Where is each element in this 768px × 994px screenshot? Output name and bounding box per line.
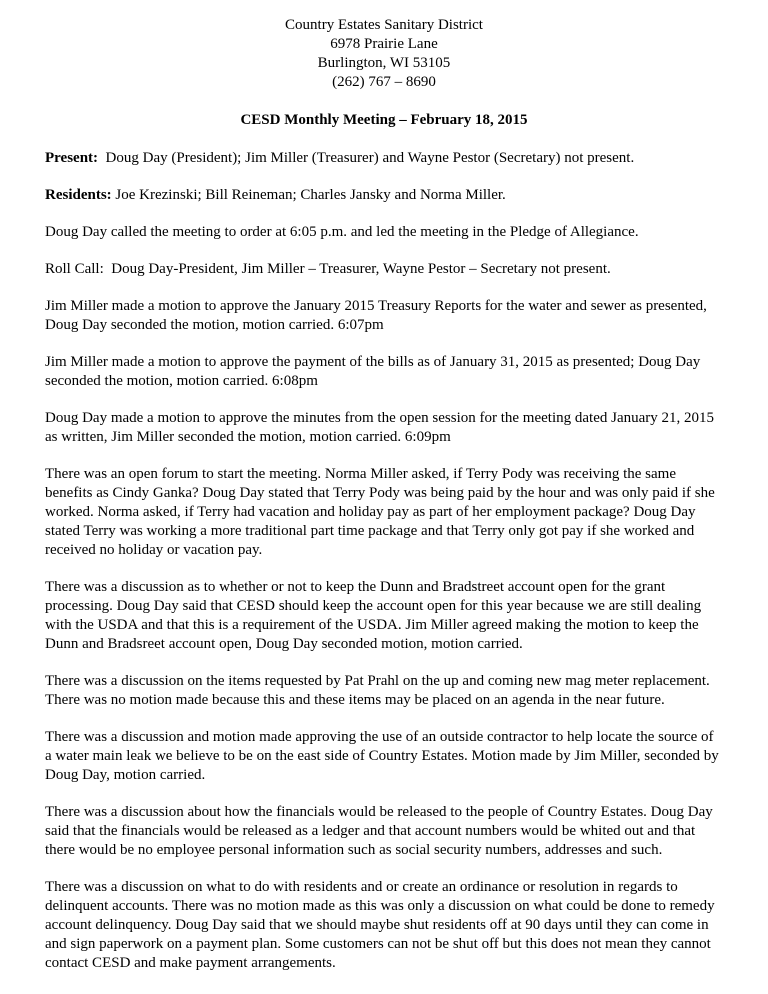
- letterhead-phone: (262) 767 – 8690: [332, 74, 436, 90]
- letterhead: [45, 16, 723, 92]
- paragraph: There was a discussion and motion made approving the use of an outside contractor to help locate the source of a water main leak we believe to be on the east side of Country Estates. Motion made by Jim Miller, seconded by Doug Day, motion carried.: [45, 729, 723, 783]
- paragraph: Jim Miller made a motion to approve the payment of the bills as of January 31, 2015 as presented; Doug Day seconded the motion, motion carried. 6:08pm: [45, 354, 705, 389]
- paragraph: Doug Day called the meeting to order at 6:05 p.m. and led the meeting in the Pledge of Allegiance.: [45, 224, 639, 240]
- paragraph: Jim Miller made a motion to approve the January 2015 Treasury Reports for the water and sewer as presented, Doug Day seconded the motion, motion carried. 6:07pm: [45, 298, 711, 333]
- paragraph: Doug Day made a motion to approve the minutes from the open session for the meeting dated January 21, 2015 as written, Jim Miller seconded the motion, motion carried. 6:09pm: [45, 410, 718, 445]
- paragraph: There was a discussion on the items requested by Pat Prahl on the up and coming new mag meter replacement. There was no motion made because this and these items may be placed on an agenda in the near future.: [45, 673, 714, 708]
- letterhead-street: 6978 Prairie Lane: [330, 36, 438, 52]
- paragraph: There was a discussion on what to do with residents and or create an ordinance or resolution in regards to delinquent accounts. There was no motion made as this was only a discussion on what could be done to remedy account delinquency. Doug Day said that we should maybe shut residents off at 90 days until they can come in and sign paperwork on a payment plan. Some customers can not be shut off but this does not mean they cannot contact CESD and make payment arrangements.: [45, 879, 719, 971]
- letterhead-org-name: Country Estates Sanitary District: [285, 17, 483, 33]
- meeting-title: CESD Monthly Meeting – February 18, 2015: [240, 112, 528, 128]
- paragraph: There was an open forum to start the meeting. Norma Miller asked, if Terry Pody was receiving the same benefits as Cindy Ganka? Doug Day stated that Terry Pody was being paid by the hour and was only paid if she worked. Norma asked, if Terry had vacation and holiday pay as part of her employment package? Doug Day stated Terry was working a more traditional part time package and that Terry only got pay if she worked and received no holiday or vacation pay.: [45, 466, 719, 558]
- paragraph-label: Present:: [45, 150, 99, 166]
- paragraph: There was a discussion about how the financials would be released to the people of Country Estates. Doug Day said that the financials would be released as a ledger and that account numbers would be whited out and that there would be no employee personal information such as social security numbers, addresses and such.: [45, 804, 717, 858]
- paragraph-label: Residents:: [45, 187, 112, 203]
- paragraphs: [45, 149, 723, 973]
- paragraph: There was a discussion as to whether or not to keep the Dunn and Bradstreet account open for the grant processing. Doug Day said that CESD should keep the account open for this year because we are still dealing with the USDA and that this is a requirement of the USDA. Jim Miller agreed making the motion to keep the Dunn and Bradsreet account open, Doug Day seconded motion, motion carried.: [45, 579, 705, 652]
- paragraph: Roll Call: Doug Day-President, Jim Miller – Treasurer, Wayne Pestor – Secretary not present.: [45, 261, 611, 277]
- letterhead-city-state-zip: Burlington, WI 53105: [317, 55, 451, 71]
- paragraph: Residents: Joe Krezinski; Bill Reineman; Charles Jansky and Norma Miller.: [45, 187, 506, 203]
- paragraph: Present: Doug Day (President); Jim Miller (Treasurer) and Wayne Pestor (Secretary) not present.: [45, 150, 635, 166]
